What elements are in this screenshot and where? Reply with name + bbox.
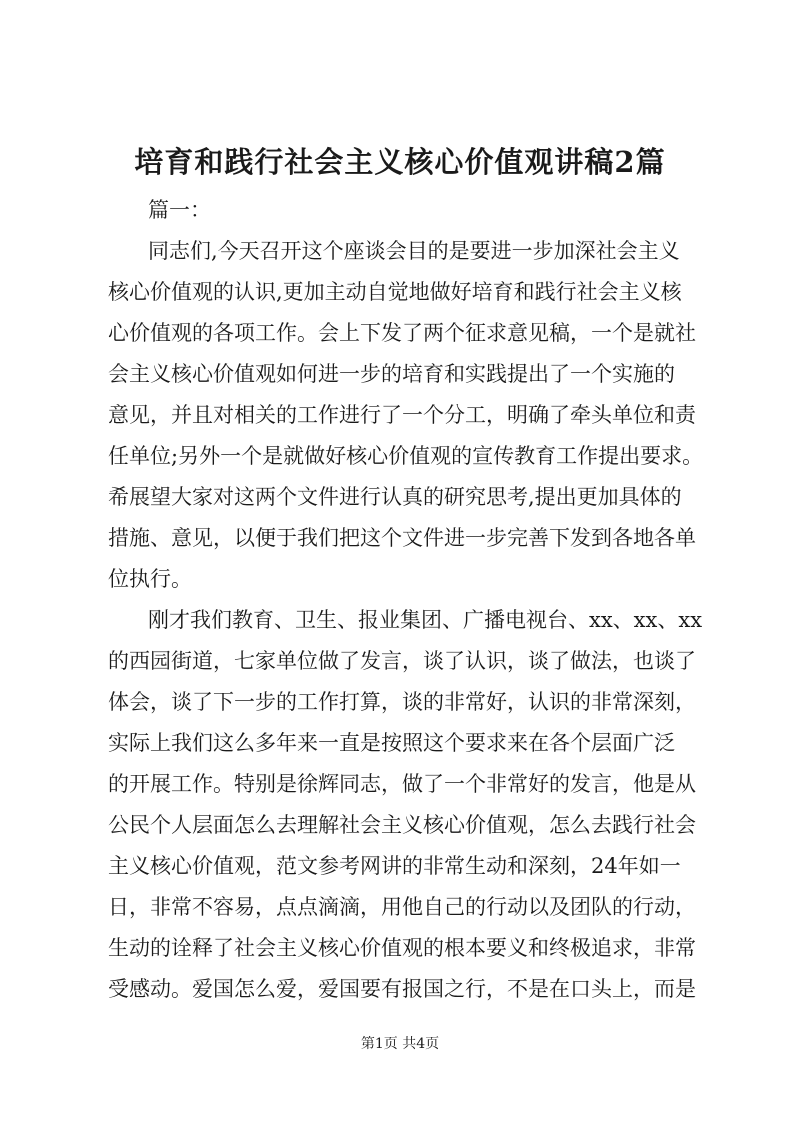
paragraph-line: 日，非常不容易，点点滴滴，用他自己的行动以及团队的行动， (108, 895, 696, 919)
paragraph-line: 公民个人层面怎么去理解社会主义核心价值观，怎么去践行社会 (108, 813, 696, 837)
document-title: 培育和践行社会主义核心价值观讲稿2篇 (134, 145, 666, 179)
page-footer: 第1页 共4页 (360, 1036, 440, 1052)
paragraph-line: 体会，谈了下一步的工作打算，谈的非常好，认识的非常深刻， (108, 690, 696, 714)
paragraph-line: 心价值观的各项工作。会上下发了两个征求意见稿，一个是就社 (108, 321, 696, 345)
paragraph-line: 的开展工作。特别是徐辉同志，做了一个非常好的发言，他是从 (108, 772, 696, 796)
paragraph-line: 意见，并且对相关的工作进行了一个分工，明确了牵头单位和责 (108, 403, 696, 427)
paragraph-line: 会主义核心价值观如何进一步的培育和实践提出了一个实施的 (108, 362, 675, 386)
paragraph-line: 刚才我们教育、卫生、报业集团、广播电视台、xx、xx、xx (148, 608, 703, 632)
section-heading: 篇一： (148, 198, 211, 222)
paragraph-line: 措施、意见，以便于我们把这个文件进一步完善下发到各地各单 (108, 526, 696, 550)
paragraph-line: 主义核心价值观，范文参考网讲的非常生动和深刻，24年如一 (108, 854, 681, 878)
paragraph-line: 同志们,今天召开这个座谈会目的是要进一步加深社会主义 (148, 239, 680, 263)
paragraph-line: 任单位;另外一个是就做好核心价值观的宣传教育工作提出要求。 (108, 444, 704, 468)
paragraph-line: 生动的诠释了社会主义核心价值观的根本要义和终极追求，非常 (108, 936, 696, 960)
paragraph-line: 希展望大家对这两个文件进行认真的研究思考,提出更加具体的 (108, 485, 682, 509)
paragraph-line: 实际上我们这么多年来一直是按照这个要求来在各个层面广泛 (108, 731, 675, 755)
paragraph-line: 核心价值观的认识,更加主动自觉地做好培育和践行社会主义核 (108, 280, 682, 304)
paragraph-line: 位执行。 (108, 567, 192, 591)
paragraph-line: 受感动。爱国怎么爱，爱国要有报国之行，不是在口头上，而是 (108, 977, 696, 1001)
paragraph-line: 的西园街道，七家单位做了发言，谈了认识，谈了做法，也谈了 (108, 649, 696, 673)
document-body (108, 190, 714, 1010)
